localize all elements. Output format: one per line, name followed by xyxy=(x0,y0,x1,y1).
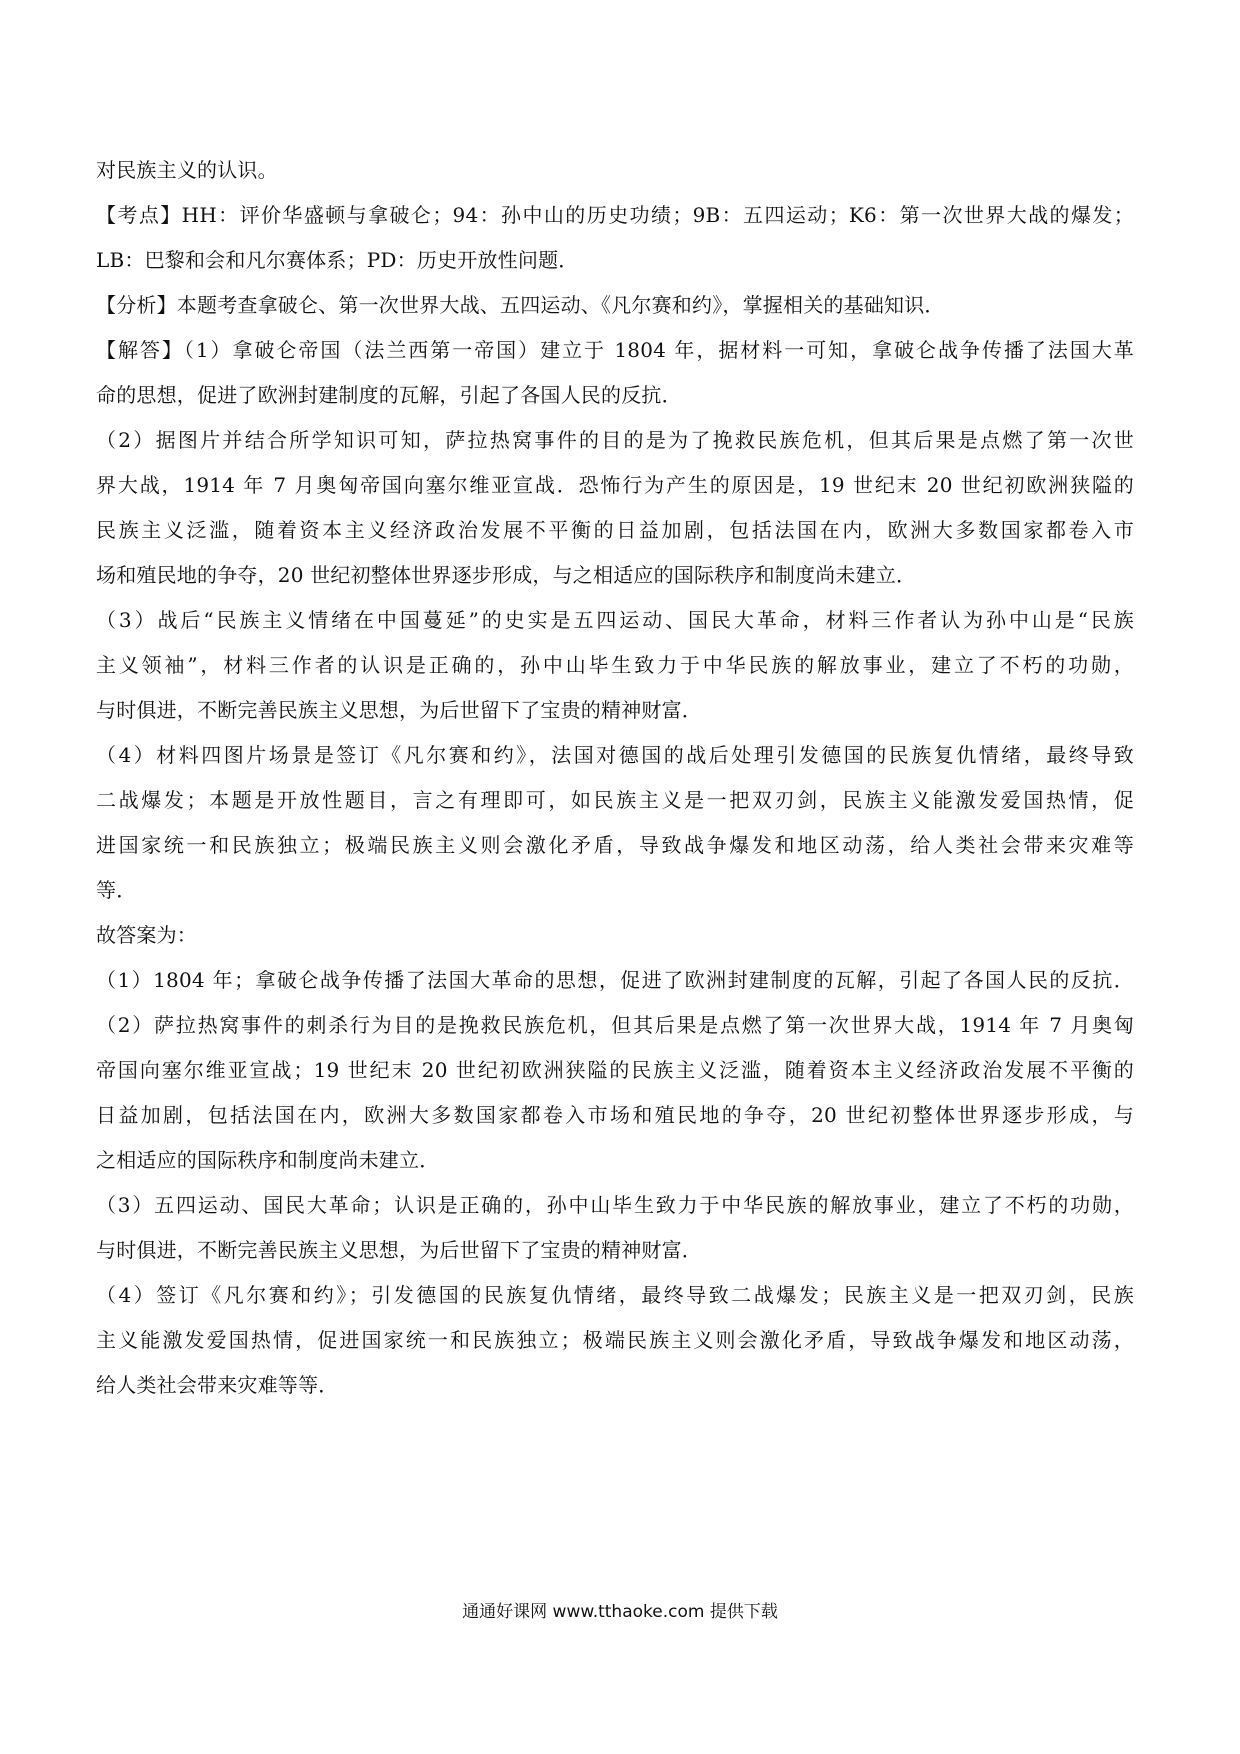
text-line: 进国家统一和民族独立；极端民族主义则会激化矛盾，导致战争爆发和地区动荡，给人类社会带来灾难等 xyxy=(96,833,1134,857)
text-line: （4）材料四图片场景是签订《凡尔赛和约》，法国对德国的战后处理引发德国的民族复仇情绪，最终导致 xyxy=(96,743,1134,767)
text-line: 场和殖民地的争夺，20 世纪初整体世界逐步形成，与之相适应的国际秩序和制度尚未建立． xyxy=(96,563,917,587)
text-line: 之相适应的国际秩序和制度尚未建立． xyxy=(96,1148,440,1172)
text-line: （3）五四运动、国民大革命；认识是正确的，孙中山毕生致力于中华民族的解放事业，建立了不朽的功勋， xyxy=(96,1193,1134,1217)
text-line: （3）战后“民族主义情绪在中国蔓延”的史实是五四运动、国民大革命，材料三作者认为孙中山是“民族 xyxy=(96,608,1134,632)
text-line: 日益加剧，包括法国在内，欧洲大多数国家都卷入市场和殖民地的争夺，20 世纪初整体世界逐步形成，与 xyxy=(96,1103,1134,1127)
text-line: 【考点】HH：评价华盛顿与拿破仑；94：孙中山的历史功绩；9B：五四运动；K6：第一次世界大战的爆发； xyxy=(96,203,1134,227)
text-line: （1）1804 年；拿破仑战争传播了法国大革命的思想，促进了欧洲封建制度的瓦解，引起了各国人民的反抗． xyxy=(96,968,1134,992)
text-line: 给人类社会带来灾难等等． xyxy=(96,1373,339,1397)
text-line: 对民族主义的认识。 xyxy=(96,158,278,182)
text-line: 等． xyxy=(96,878,137,902)
text-line: 二战爆发；本题是开放性题目，言之有理即可，如民族主义是一把双刃剑，民族主义能激发爱国热情，促 xyxy=(96,788,1134,812)
page-footer: 通通好课网 www.tthaoke.com 提供下载 xyxy=(462,1602,778,1622)
document-body xyxy=(96,148,1134,1408)
text-line: 与时俱进，不断完善民族主义思想，为后世留下了宝贵的精神财富． xyxy=(96,1238,702,1262)
text-line: 与时俱进，不断完善民族主义思想，为后世留下了宝贵的精神财富． xyxy=(96,698,702,722)
text-line: （4）签订《凡尔赛和约》；引发德国的民族复仇情绪，最终导致二战爆发；民族主义是一把双刃剑，民族 xyxy=(96,1283,1134,1307)
text-line: （2）据图片并结合所学知识可知，萨拉热窝事件的目的是为了挽救民族危机，但其后果是点燃了第一次世 xyxy=(96,428,1134,452)
text-line: LB：巴黎和会和凡尔赛体系；PD：历史开放性问题． xyxy=(96,248,579,272)
text-line: 主义领袖”，材料三作者的认识是正确的，孙中山毕生致力于中华民族的解放事业，建立了不朽的功勋， xyxy=(96,653,1134,677)
text-line: 【分析】本题考查拿破仑、第一次世界大战、五四运动、《凡尔赛和约》，掌握相关的基础知识． xyxy=(96,293,945,317)
text-line: 故答案为： xyxy=(96,923,197,947)
text-line: 【解答】（1）拿破仑帝国（法兰西第一帝国）建立于 1804 年，据材料一可知，拿破仑战争传播了法国大革 xyxy=(96,338,1134,362)
text-line: 命的思想，促进了欧洲封建制度的瓦解，引起了各国人民的反抗． xyxy=(96,383,682,407)
text-line: 主义能激发爱国热情，促进国家统一和民族独立；极端民族主义则会激化矛盾，导致战争爆发和地区动荡， xyxy=(96,1328,1134,1352)
text-line: 民族主义泛滥，随着资本主义经济政治发展不平衡的日益加剧，包括法国在内，欧洲大多数国家都卷入市 xyxy=(96,518,1134,542)
text-line: 界大战，1914 年 7 月奥匈帝国向塞尔维亚宣战．恐怖行为产生的原因是，19 世纪末 20 世纪初欧洲狭隘的 xyxy=(96,473,1134,497)
text-line: 帝国向塞尔维亚宣战；19 世纪末 20 世纪初欧洲狭隘的民族主义泛滥，随着资本主义经济政治发展不平衡的 xyxy=(96,1058,1134,1082)
text-line: （2）萨拉热窝事件的刺杀行为目的是挽救民族危机，但其后果是点燃了第一次世界大战，1914 年 7 月奥匈 xyxy=(96,1013,1134,1037)
